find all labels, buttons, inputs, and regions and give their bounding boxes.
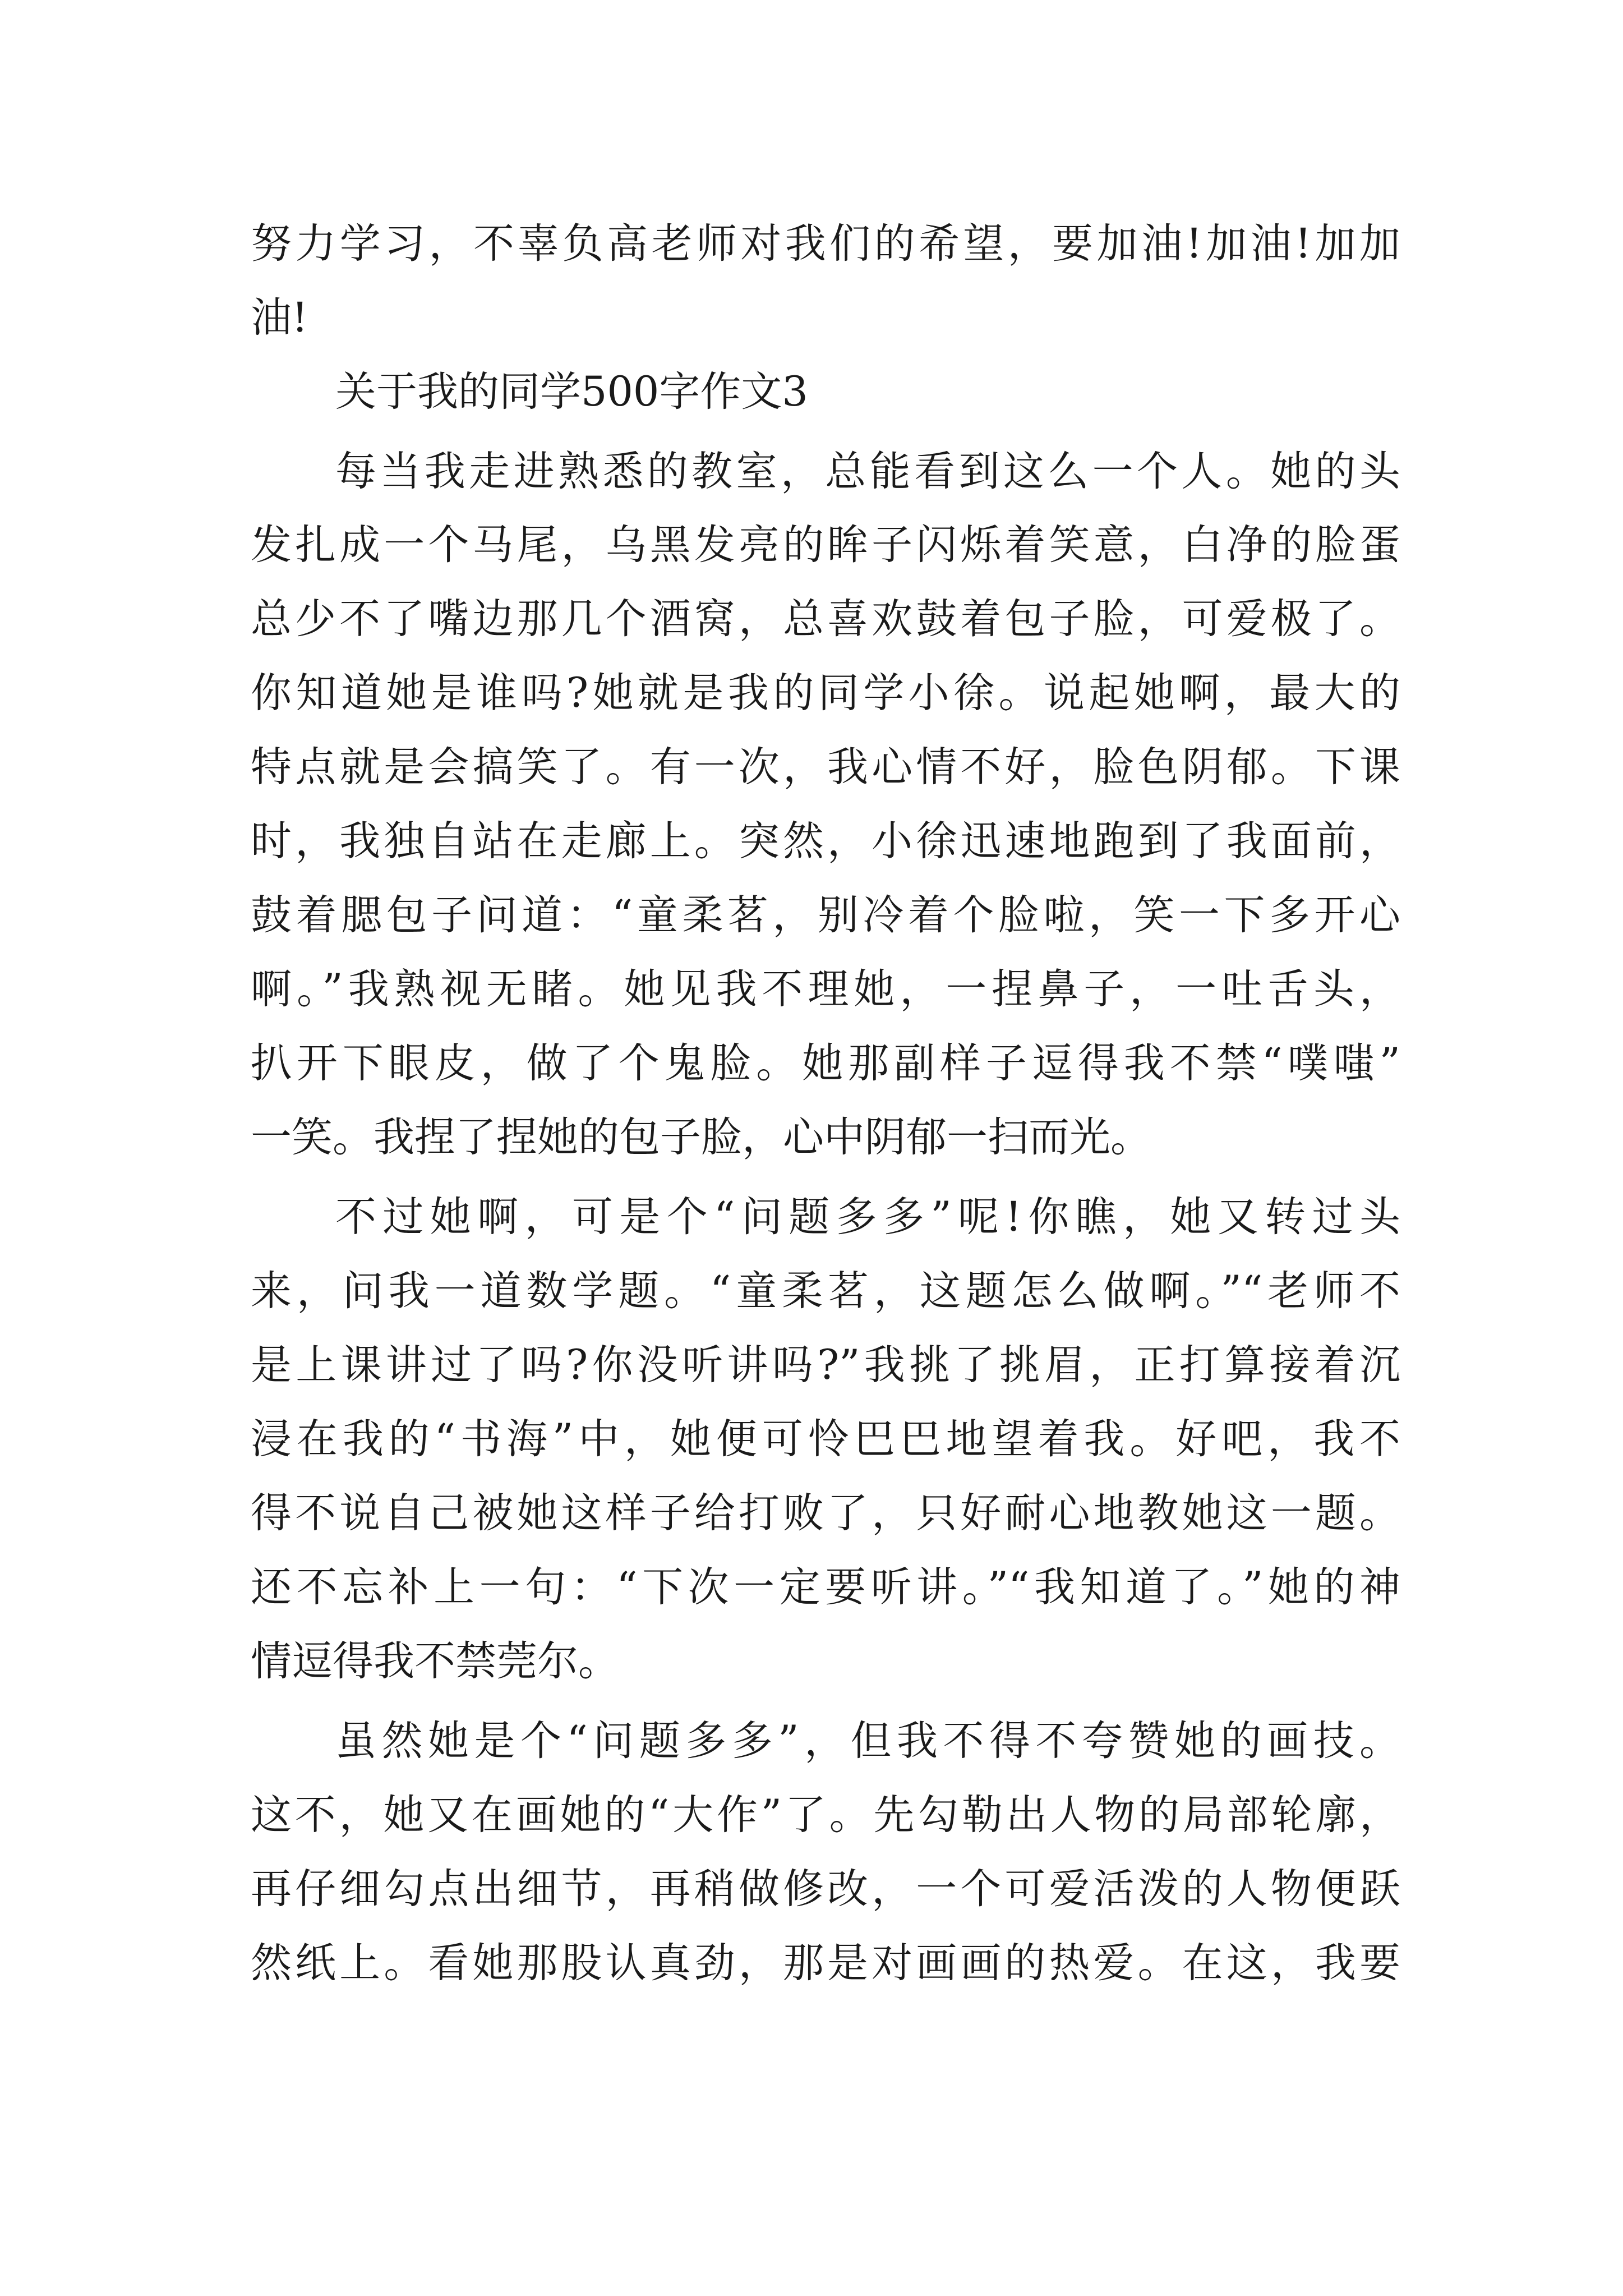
text-line: 虽然她是个“问题多多”，但我不得不夸赞她的画技。: [335, 1717, 1400, 1765]
text-line: 一笑。我捏了捏她的包子脸，心中阴郁一扫而光。: [251, 1114, 1151, 1161]
text-line: 总少不了嘴边那几个酒窝，总喜欢鼓着包子脸，可爱极了。: [251, 595, 1400, 643]
text-line: 努力学习，不辜负高老师对我们的希望，要加油!加油!加加: [251, 220, 1400, 268]
text-line: 时，我独自站在走廊上。突然，小徐迅速地跑到了我面前，: [251, 817, 1400, 865]
text-line: 发扎成一个马尾，乌黑发亮的眸子闪烁着笑意，白净的脸蛋: [251, 521, 1400, 569]
text-line: 鼓着腮包子问道：“童柔茗，别冷着个脸啦，笑一下多开心: [251, 891, 1400, 939]
text-line: 每当我走进熟悉的教室，总能看到这么一个人。她的头: [335, 448, 1400, 495]
text-line: 情逗得我不禁莞尔。: [251, 1637, 619, 1685]
text-line: 油!: [251, 294, 308, 342]
text-line: 特点就是会搞笑了。有一次，我心情不好，脸色阴郁。下课: [251, 743, 1400, 791]
text-line: 这不，她又在画她的“大作”了。先勾勒出人物的局部轮廓，: [251, 1791, 1400, 1839]
text-line: 来，问我一道数学题。“童柔茗，这题怎么做啊。”“老师不: [251, 1267, 1400, 1315]
text-line: 扒开下眼皮，做了个鬼脸。她那副样子逗得我不禁“噗嗤”: [251, 1039, 1400, 1087]
section-heading: 关于我的同学500字作文3: [335, 368, 808, 416]
text-line: 是上课讲过了吗?你没听讲吗?”我挑了挑眉，正打算接着沉: [251, 1341, 1400, 1389]
text-line: 啊。”我熟视无睹。她见我不理她，一捏鼻子，一吐舌头，: [251, 965, 1400, 1013]
text-line: 不过她啊，可是个“问题多多”呢!你瞧，她又转过头: [335, 1193, 1400, 1241]
text-line: 还不忘补上一句：“下次一定要听讲。”“我知道了。”她的神: [251, 1563, 1400, 1611]
text-line: 你知道她是谁吗?她就是我的同学小徐。说起她啊，最大的: [251, 669, 1400, 717]
text-line: 得不说自己被她这样子给打败了，只好耐心地教她这一题。: [251, 1489, 1400, 1537]
text-line: 再仔细勾点出细节，再稍做修改，一个可爱活泼的人物便跃: [251, 1865, 1400, 1913]
text-line: 然纸上。看她那股认真劲，那是对画画的热爱。在这，我要: [251, 1939, 1400, 1987]
text-line: 浸在我的“书海”中，她便可怜巴巴地望着我。好吧，我不: [251, 1415, 1400, 1463]
